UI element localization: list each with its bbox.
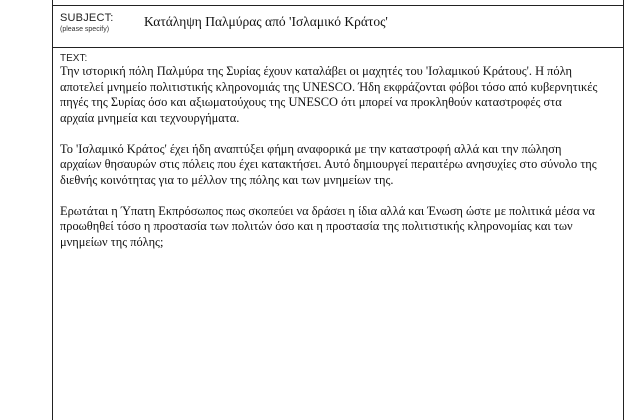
form-border-right: [623, 0, 624, 420]
text-line: Το 'Ισλαμικό Κράτος' έχει ήδη αναπτύξει φήμη αναφορικά με την καταστροφή αλλά και την πώληση: [60, 141, 562, 156]
form-rule-top: [52, 5, 624, 6]
paragraph-3: [60, 204, 605, 251]
paragraph-1: [60, 64, 605, 126]
subject-hint: (please specify): [60, 26, 110, 33]
text-line: προωθηθεί τόσο η προστασία των πολιτών όσο και η προστασία της πολιτιστικής κληρονομίας και των: [60, 219, 573, 233]
paragraph-2: [60, 142, 605, 189]
text-line: αρχαίων θησαυρών στις πόλεις που έχει κατακτήσει. Αυτό δημιουργεί περαιτέρω ανησυχίες στο σύνολο της: [60, 157, 597, 171]
text-line: αρχαία μνημεία και τεχνουργήματα.: [60, 110, 240, 125]
question-body: [60, 64, 605, 266]
subject-value: Κατάληψη Παλμύρας από 'Ισλαμικό Κράτος': [144, 14, 388, 29]
text-line: Την ιστορική πόλη Παλμύρα της Συρίας έχουν καταλάβει οι μαχητές του 'Ισλαμικού Κράτους'. Η πόλη: [60, 64, 572, 78]
form-border-left: [52, 0, 53, 420]
text-line: πηγές της Συρίας όσο και αξιωματούχους της UNESCO ότι μπορεί να προκληθούν καταστροφές στα: [60, 95, 562, 109]
text-line: Ερωτάται η Ύπατη Εκπρόσωπος πως σκοπεύει να δράσει η ίδια αλλά και Ένωση ώστε με πολιτικά μέσα να: [60, 203, 595, 218]
form-rule-subject-separator: [52, 47, 624, 48]
text-label: TEXT:: [60, 53, 88, 64]
text-line: μνημείων της πόλης;: [60, 234, 164, 249]
subject-label: SUBJECT:: [60, 12, 114, 24]
text-line: διεθνής κοινότητας για το μέλλον της πόλης και των μνημείων της.: [60, 172, 394, 187]
text-line: αποτελεί μνημείο πολιτιστικής κληρονομιάς της UNESCO. Ήδη εκφράζονται φόβοι τόσο από κυβερνητικές: [60, 79, 598, 94]
